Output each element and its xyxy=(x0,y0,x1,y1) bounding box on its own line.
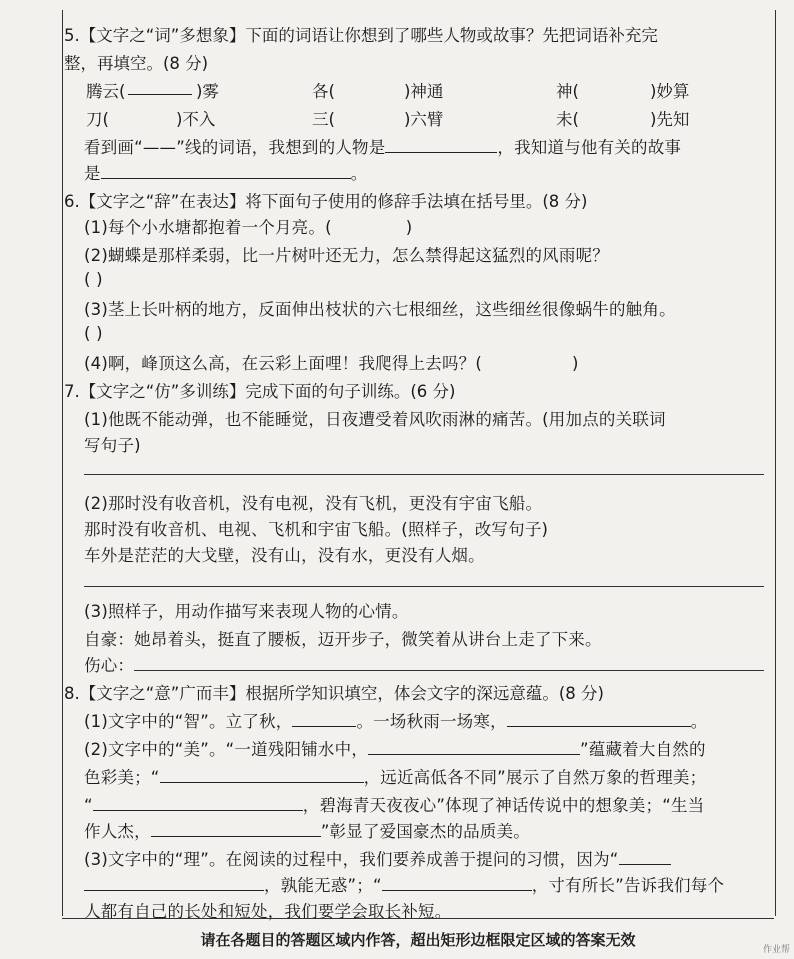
q5-row1-b1: 各( xyxy=(312,82,335,101)
q8-s3-line1 xyxy=(84,846,671,870)
q7-s3a: (3)照样子，用动作描写来表现人物的心情。 xyxy=(84,602,409,621)
q5-row2-a2: )不入 xyxy=(176,110,216,129)
q7-s2c: 车外是茫茫的大戈壁，没有山，没有水，更没有人烟。 xyxy=(84,546,485,565)
q6-s4-text: (4)啊，峰顶这么高，在云彩上面哩！我爬得上去吗？( xyxy=(84,354,483,373)
q8-s2-blank2[interactable] xyxy=(160,768,364,783)
q7-s3-answer-line[interactable] xyxy=(134,670,764,671)
q5-row2-b1: 三( xyxy=(312,110,335,129)
footer-notice: 请在各题目的答题区域内作答，超出矩形边框限定区域的答案无效 xyxy=(62,918,774,958)
q8-s2-blank1[interactable] xyxy=(368,740,580,755)
q7-s1b: 写句子) xyxy=(84,436,141,455)
q6-s4-close: ) xyxy=(572,354,579,373)
q5-line4 xyxy=(84,160,367,184)
q8-s3-blank1b[interactable] xyxy=(84,876,264,891)
q7-s3b: 自豪：她昂着头，挺直了腰板，迈开步子，微笑着从讲台上走了下来。 xyxy=(84,630,602,649)
q5-line2: 整，再填空。(8 分) xyxy=(64,54,209,73)
q5-row2-a1: 刀( xyxy=(86,110,109,129)
q5-line1: 5.【文字之“词”多想象】下面的词语让你想到了哪些人物或故事？先把词语补充完 xyxy=(64,26,658,45)
q8-s1 xyxy=(84,708,707,732)
q8-s2-line4 xyxy=(84,818,530,842)
q5-blank-1[interactable] xyxy=(128,80,192,95)
q7-s1a: (1)他既不能动弹，也不能睡觉，日夜遭受着风吹雨淋的痛苦。(用加点的关联词 xyxy=(84,410,666,429)
q5-person-blank[interactable] xyxy=(385,138,497,153)
q5-row1-a1: 腾云( xyxy=(86,82,126,101)
q8-s2-blank3[interactable] xyxy=(93,796,303,811)
q8-s3-blank1a[interactable] xyxy=(619,850,671,865)
q8-s3-line3: 人都有自己的长处和短处，我们要学会取长补短。 xyxy=(84,902,452,921)
q8-s1-blank1[interactable] xyxy=(292,712,356,727)
q7-s1-answer-line[interactable] xyxy=(84,474,764,475)
q5-line3 xyxy=(84,134,681,158)
q8-s2-h: ”彰显了爱国豪杰的品质美。 xyxy=(320,822,530,841)
q6-s2: (2)蝴蝶是那样柔弱，比一片树叶还无力，怎么禁得起这猛烈的风雨呢？ xyxy=(84,246,609,265)
q5-line4-start: 是 xyxy=(84,164,101,183)
q5-row1-c1: 神( xyxy=(556,82,579,101)
q5-line4-end: 。 xyxy=(350,164,368,183)
q5-row1-c2: )妙算 xyxy=(650,82,690,101)
q5-line3-end: ，我知道与他有关的故事 xyxy=(497,138,682,157)
watermark-logo: 作业帮 xyxy=(762,945,790,955)
q6-s1-text: (1)每个小水塘都抱着一个月亮。( xyxy=(84,218,332,237)
q6-s1-close: ) xyxy=(405,218,413,237)
q5-story-blank[interactable] xyxy=(101,164,351,179)
q5-line3-start: 看到画“——”线的词语，我想到的人物是 xyxy=(84,138,386,157)
q7-title: 7.【文字之“仿”多训练】完成下面的句子训练。(6 分) xyxy=(64,382,456,401)
q5-row2-b2: )六臂 xyxy=(404,110,444,129)
q8-s3-blank2[interactable] xyxy=(382,876,532,891)
q8-s3-a: (3)文字中的“理”。在阅读的过程中，我们要养成善于提问的习惯，因为“ xyxy=(84,850,619,869)
q8-s2-e: “ xyxy=(84,796,93,815)
q8-s2-c: 色彩美；“ xyxy=(84,768,160,787)
q6-title: 6.【文字之“辞”在表达】将下面句子使用的修辞手法填在括号里。(8 分) xyxy=(64,192,588,211)
q8-s2-b: ”蕴藏着大自然的 xyxy=(580,740,706,759)
q6-s4 xyxy=(84,350,579,374)
q8-s2-line1 xyxy=(84,736,706,760)
q7-s2-answer-line[interactable] xyxy=(84,586,764,587)
q5-row1-a2: )雾 xyxy=(196,82,219,101)
q8-s2-blank4[interactable] xyxy=(151,822,321,837)
q8-s1-b: 。一场秋雨一场寒， xyxy=(356,712,507,731)
q5-row2-c2: )先知 xyxy=(650,110,690,129)
q8-s2-g: 作人杰， xyxy=(84,822,151,841)
q8-title: 8.【文字之“意”广而丰】根据所学知识填空，体会文字的深远意蕴。(8 分) xyxy=(64,684,604,703)
q7-s3c: 伤心： xyxy=(84,656,135,675)
q8-s1-blank2[interactable] xyxy=(507,712,691,727)
q8-s1-a: (1)文字中的“智”。立了秋， xyxy=(84,712,293,731)
q6-s1 xyxy=(84,214,412,238)
q8-s2-d: ，远近高低各不同”展示了自然万象的哲理美； xyxy=(363,768,707,787)
q6-s3: (3)茎上长叶柄的地方，反面伸出枝状的六七根细丝，这些细丝很像蜗牛的触角。 xyxy=(84,300,676,319)
q8-s2-f: ，碧海青天夜夜心”体现了神话传说中的想象美；“生当 xyxy=(302,796,705,815)
q8-s3-b: ，孰能无惑”；“ xyxy=(264,876,382,895)
q8-s2-line2 xyxy=(84,764,706,788)
q6-s3-answer[interactable]: ( ) xyxy=(84,324,103,343)
q8-s2-a: (2)文字中的“美”。“一道残阳铺水中， xyxy=(84,740,369,759)
q8-s3-c: ，寸有所长”告诉我们每个 xyxy=(531,876,725,895)
q6-s2-answer[interactable]: ( ) xyxy=(84,270,103,289)
q8-s3-line2 xyxy=(84,872,724,896)
q7-s2a: (2)那时没有收音机，没有电视，没有飞机，更没有宇宙飞船。 xyxy=(84,494,543,513)
q5-row2-c1: 未( xyxy=(556,110,579,129)
q7-s2b: 那时没有收音机、电视、飞机和宇宙飞船。(照样子，改写句子) xyxy=(84,520,549,539)
q8-s2-line3 xyxy=(84,792,704,816)
q8-s1-c: 。 xyxy=(690,712,708,731)
q5-row1-b2: )神通 xyxy=(404,82,444,101)
